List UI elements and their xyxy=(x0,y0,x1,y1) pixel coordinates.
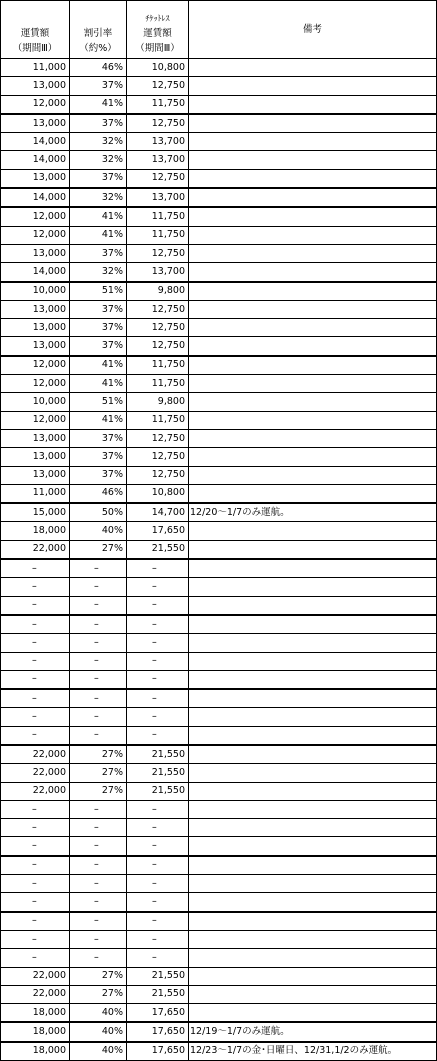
fare-cell: 10,000 xyxy=(1,282,70,301)
ticketless-fare-cell: – xyxy=(127,615,189,634)
remarks-cell xyxy=(189,393,437,411)
discount-rate-cell: 37% xyxy=(70,169,127,188)
discount-rate-cell: 46% xyxy=(70,484,127,503)
fare-cell: 18,000 xyxy=(1,522,70,540)
ticketless-fare-cell: – xyxy=(127,949,189,967)
ticketless-fare-cell: 21,550 xyxy=(127,540,189,559)
table-row xyxy=(1,652,437,670)
ticketless-fare-cell: 21,550 xyxy=(127,967,189,985)
fare-cell: – xyxy=(1,578,70,596)
discount-rate-cell: 40% xyxy=(70,1022,127,1041)
remarks-cell xyxy=(189,596,437,615)
fare-cell: – xyxy=(1,615,70,634)
ticketless-fare-cell: 11,750 xyxy=(127,95,189,114)
ticketless-fare-cell: 13,700 xyxy=(127,133,189,151)
ticketless-fare-cell: 12,750 xyxy=(127,300,189,318)
header-discount-rate: 割引率 （約%） xyxy=(70,1,127,59)
ticketless-fare-cell: – xyxy=(127,670,189,689)
table-row xyxy=(1,856,437,875)
remarks-cell: 12/23～1/7の金･日曜日、12/31,1/2のみ運航。 xyxy=(189,1042,437,1061)
fare-cell: 18,000 xyxy=(1,1022,70,1041)
header-fare: 運賃額 （期間Ⅲ） xyxy=(1,1,70,59)
ticketless-fare-cell: 21,550 xyxy=(127,745,189,764)
discount-rate-cell: 27% xyxy=(70,967,127,985)
table-row xyxy=(1,726,437,745)
remarks-cell xyxy=(189,429,437,447)
ticketless-fare-cell: 12,750 xyxy=(127,448,189,466)
table-row xyxy=(1,263,437,282)
remarks-cell xyxy=(189,893,437,912)
fare-cell: 18,000 xyxy=(1,1004,70,1023)
ticketless-fare-cell: 21,550 xyxy=(127,985,189,1003)
ticketless-fare-cell: 17,650 xyxy=(127,1022,189,1041)
table-row xyxy=(1,893,437,912)
table-row xyxy=(1,670,437,689)
ticketless-fare-cell: – xyxy=(127,819,189,837)
remarks-cell xyxy=(189,319,437,337)
remarks-cell xyxy=(189,244,437,262)
discount-rate-cell: – xyxy=(70,559,127,578)
table-row xyxy=(1,930,437,948)
remarks-cell xyxy=(189,819,437,837)
discount-rate-cell: 41% xyxy=(70,207,127,226)
table-row xyxy=(1,1022,437,1041)
table-row xyxy=(1,95,437,114)
discount-rate-cell: 40% xyxy=(70,1004,127,1023)
table-body xyxy=(1,59,437,1061)
discount-rate-cell: 37% xyxy=(70,114,127,133)
header-remarks: 備考 xyxy=(189,1,437,59)
ticketless-fare-cell: 17,650 xyxy=(127,1042,189,1061)
fare-cell: 13,000 xyxy=(1,337,70,356)
remarks-cell xyxy=(189,375,437,393)
discount-rate-cell: – xyxy=(70,670,127,689)
discount-rate-cell: 27% xyxy=(70,764,127,782)
ticketless-fare-cell: 11,750 xyxy=(127,356,189,375)
discount-rate-cell: 50% xyxy=(70,503,127,522)
fare-cell: 13,000 xyxy=(1,300,70,318)
fare-cell: 13,000 xyxy=(1,448,70,466)
ticketless-fare-cell: 11,750 xyxy=(127,375,189,393)
table-row xyxy=(1,578,437,596)
ticketless-fare-cell: – xyxy=(127,912,189,931)
discount-rate-cell: 37% xyxy=(70,244,127,262)
table-row xyxy=(1,912,437,931)
remarks-cell xyxy=(189,282,437,301)
discount-rate-cell: 32% xyxy=(70,133,127,151)
remarks-cell xyxy=(189,540,437,559)
fare-cell: 12,000 xyxy=(1,226,70,244)
remarks-cell xyxy=(189,837,437,856)
table-row xyxy=(1,875,437,893)
header-row xyxy=(1,1,437,59)
remarks-cell xyxy=(189,133,437,151)
remarks-cell xyxy=(189,782,437,800)
ticketless-fare-cell: 11,750 xyxy=(127,207,189,226)
discount-rate-cell: 40% xyxy=(70,1042,127,1061)
ticketless-fare-cell: 10,800 xyxy=(127,59,189,77)
fare-cell: 22,000 xyxy=(1,745,70,764)
discount-rate-cell: 27% xyxy=(70,540,127,559)
discount-rate-cell: 37% xyxy=(70,466,127,484)
table-row xyxy=(1,319,437,337)
table-row xyxy=(1,1004,437,1023)
fare-cell: – xyxy=(1,726,70,745)
ticketless-fare-cell: 13,700 xyxy=(127,151,189,169)
ticketless-fare-cell: 9,800 xyxy=(127,282,189,301)
remarks-cell xyxy=(189,263,437,282)
discount-rate-cell: – xyxy=(70,819,127,837)
table-row xyxy=(1,356,437,375)
table-row xyxy=(1,782,437,800)
fare-cell: 14,000 xyxy=(1,133,70,151)
ticketless-fare-cell: 14,700 xyxy=(127,503,189,522)
discount-rate-cell: 41% xyxy=(70,356,127,375)
table-row xyxy=(1,819,437,837)
table-row xyxy=(1,615,437,634)
fare-cell: 22,000 xyxy=(1,985,70,1003)
ticketless-fare-cell: – xyxy=(127,875,189,893)
fare-cell: 13,000 xyxy=(1,466,70,484)
remarks-cell xyxy=(189,207,437,226)
remarks-cell: 12/19～1/7のみ運航。 xyxy=(189,1022,437,1041)
discount-rate-cell: 37% xyxy=(70,300,127,318)
table-row xyxy=(1,77,437,95)
remarks-cell xyxy=(189,1004,437,1023)
table-row xyxy=(1,411,437,429)
table-row xyxy=(1,244,437,262)
remarks-cell xyxy=(189,764,437,782)
ticketless-fare-cell: – xyxy=(127,726,189,745)
fare-cell: 10,000 xyxy=(1,393,70,411)
ticketless-fare-cell: 13,700 xyxy=(127,188,189,207)
ticketless-fare-cell: 12,750 xyxy=(127,319,189,337)
fare-cell: 14,000 xyxy=(1,263,70,282)
remarks-cell xyxy=(189,114,437,133)
fare-cell: – xyxy=(1,837,70,856)
discount-rate-cell: 40% xyxy=(70,522,127,540)
fare-cell: 22,000 xyxy=(1,782,70,800)
remarks-cell xyxy=(189,875,437,893)
fare-cell: 13,000 xyxy=(1,169,70,188)
ticketless-fare-cell: 12,750 xyxy=(127,169,189,188)
table-row xyxy=(1,207,437,226)
fare-cell: 13,000 xyxy=(1,244,70,262)
remarks-cell xyxy=(189,652,437,670)
table-row xyxy=(1,151,437,169)
remarks-cell xyxy=(189,670,437,689)
discount-rate-cell: – xyxy=(70,615,127,634)
discount-rate-cell: 32% xyxy=(70,151,127,169)
discount-rate-cell: – xyxy=(70,837,127,856)
fare-cell: 11,000 xyxy=(1,484,70,503)
table-row xyxy=(1,745,437,764)
ticketless-fare-cell: – xyxy=(127,930,189,948)
table-row xyxy=(1,1042,437,1061)
table-row xyxy=(1,337,437,356)
ticketless-fare-cell: 12,750 xyxy=(127,466,189,484)
discount-rate-cell: – xyxy=(70,578,127,596)
discount-rate-cell: – xyxy=(70,708,127,726)
remarks-cell xyxy=(189,800,437,818)
table-row xyxy=(1,689,437,708)
table-row xyxy=(1,837,437,856)
discount-rate-cell: 37% xyxy=(70,429,127,447)
table-row xyxy=(1,114,437,133)
ticketless-fare-cell: 12,750 xyxy=(127,429,189,447)
table-row xyxy=(1,282,437,301)
ticketless-fare-cell: – xyxy=(127,578,189,596)
discount-rate-cell: 41% xyxy=(70,226,127,244)
remarks-cell: 12/20～1/7のみ運航。 xyxy=(189,503,437,522)
fare-cell: 12,000 xyxy=(1,95,70,114)
table-row xyxy=(1,634,437,652)
remarks-cell xyxy=(189,169,437,188)
remarks-cell xyxy=(189,59,437,77)
ticketless-fare-cell: – xyxy=(127,596,189,615)
ticketless-fare-cell: 12,750 xyxy=(127,77,189,95)
remarks-cell xyxy=(189,300,437,318)
fare-cell: 13,000 xyxy=(1,114,70,133)
fare-cell: 22,000 xyxy=(1,764,70,782)
discount-rate-cell: – xyxy=(70,596,127,615)
fare-cell: 13,000 xyxy=(1,77,70,95)
discount-rate-cell: – xyxy=(70,726,127,745)
table-row xyxy=(1,429,437,447)
table-row xyxy=(1,466,437,484)
remarks-cell xyxy=(189,356,437,375)
fare-cell: 15,000 xyxy=(1,503,70,522)
table-row xyxy=(1,764,437,782)
discount-rate-cell: – xyxy=(70,912,127,931)
table-row xyxy=(1,169,437,188)
discount-rate-cell: 46% xyxy=(70,59,127,77)
table-row xyxy=(1,133,437,151)
discount-rate-cell: 27% xyxy=(70,985,127,1003)
fare-cell: 13,000 xyxy=(1,429,70,447)
remarks-cell xyxy=(189,95,437,114)
discount-rate-cell: 27% xyxy=(70,745,127,764)
discount-rate-cell: – xyxy=(70,949,127,967)
table-row xyxy=(1,967,437,985)
fare-cell: – xyxy=(1,634,70,652)
remarks-cell xyxy=(189,726,437,745)
table-row xyxy=(1,559,437,578)
table-row xyxy=(1,188,437,207)
fare-cell: 11,000 xyxy=(1,59,70,77)
fare-cell: – xyxy=(1,670,70,689)
fare-cell: 13,000 xyxy=(1,319,70,337)
ticketless-fare-cell: 12,750 xyxy=(127,244,189,262)
table-row xyxy=(1,375,437,393)
discount-rate-cell: 41% xyxy=(70,95,127,114)
ticketless-fare-cell: – xyxy=(127,856,189,875)
discount-rate-cell: – xyxy=(70,893,127,912)
ticketless-fare-cell: – xyxy=(127,800,189,818)
remarks-cell xyxy=(189,484,437,503)
fare-cell: 14,000 xyxy=(1,188,70,207)
ticketless-fare-cell: – xyxy=(127,708,189,726)
discount-rate-cell: 32% xyxy=(70,188,127,207)
fare-cell: – xyxy=(1,559,70,578)
table-row xyxy=(1,708,437,726)
fare-cell: – xyxy=(1,930,70,948)
table-row xyxy=(1,985,437,1003)
remarks-cell xyxy=(189,967,437,985)
ticketless-fare-cell: – xyxy=(127,837,189,856)
discount-rate-cell: 37% xyxy=(70,448,127,466)
remarks-cell xyxy=(189,151,437,169)
ticketless-fare-cell: – xyxy=(127,559,189,578)
fare-cell: 12,000 xyxy=(1,411,70,429)
ticketless-fare-cell: 12,750 xyxy=(127,114,189,133)
ticketless-fare-cell: 21,550 xyxy=(127,764,189,782)
remarks-cell xyxy=(189,689,437,708)
ticketless-fare-cell: 17,650 xyxy=(127,522,189,540)
ticketless-fare-cell: 11,750 xyxy=(127,411,189,429)
discount-rate-cell: – xyxy=(70,652,127,670)
fare-cell: – xyxy=(1,819,70,837)
remarks-cell xyxy=(189,985,437,1003)
remarks-cell xyxy=(189,615,437,634)
discount-rate-cell: 27% xyxy=(70,782,127,800)
remarks-cell xyxy=(189,226,437,244)
remarks-cell xyxy=(189,708,437,726)
discount-rate-cell: 32% xyxy=(70,263,127,282)
fare-cell: 22,000 xyxy=(1,540,70,559)
remarks-cell xyxy=(189,559,437,578)
ticketless-fare-cell: – xyxy=(127,652,189,670)
discount-rate-cell: – xyxy=(70,689,127,708)
table-row xyxy=(1,540,437,559)
discount-rate-cell: 41% xyxy=(70,375,127,393)
discount-rate-cell: – xyxy=(70,930,127,948)
discount-rate-cell: – xyxy=(70,634,127,652)
remarks-cell xyxy=(189,578,437,596)
ticketless-fare-cell: 12,750 xyxy=(127,337,189,356)
remarks-cell xyxy=(189,856,437,875)
ticketless-fare-cell: 13,700 xyxy=(127,263,189,282)
remarks-cell xyxy=(189,634,437,652)
discount-rate-cell: 37% xyxy=(70,337,127,356)
fare-cell: 12,000 xyxy=(1,207,70,226)
remarks-cell xyxy=(189,745,437,764)
table-row xyxy=(1,226,437,244)
remarks-cell xyxy=(189,466,437,484)
fare-cell: 12,000 xyxy=(1,356,70,375)
fare-cell: 12,000 xyxy=(1,375,70,393)
remarks-cell xyxy=(189,949,437,967)
discount-rate-cell: 51% xyxy=(70,393,127,411)
ticketless-fare-cell: – xyxy=(127,689,189,708)
fare-cell: – xyxy=(1,689,70,708)
discount-rate-cell: – xyxy=(70,856,127,875)
fare-cell: – xyxy=(1,912,70,931)
fare-cell: – xyxy=(1,856,70,875)
remarks-cell xyxy=(189,930,437,948)
fare-cell: 22,000 xyxy=(1,967,70,985)
ticketless-fare-cell: 10,800 xyxy=(127,484,189,503)
table-row xyxy=(1,300,437,318)
fare-cell: – xyxy=(1,596,70,615)
table-row xyxy=(1,59,437,77)
ticketless-fare-cell: 17,650 xyxy=(127,1004,189,1023)
header-ticketless-fare: ﾁｹｯﾄﾚｽ 運賃額 （期間Ⅲ） xyxy=(127,1,189,59)
remarks-cell xyxy=(189,77,437,95)
fare-cell: – xyxy=(1,875,70,893)
fare-cell: – xyxy=(1,893,70,912)
table-row xyxy=(1,448,437,466)
remarks-cell xyxy=(189,448,437,466)
remarks-cell xyxy=(189,337,437,356)
ticketless-fare-cell: 11,750 xyxy=(127,226,189,244)
table-row xyxy=(1,800,437,818)
ticketless-fare-cell: – xyxy=(127,634,189,652)
table-row xyxy=(1,522,437,540)
fare-cell: 18,000 xyxy=(1,1042,70,1061)
ticketless-fare-cell: 21,550 xyxy=(127,782,189,800)
table-row xyxy=(1,596,437,615)
ticketless-fare-cell: 9,800 xyxy=(127,393,189,411)
discount-rate-cell: – xyxy=(70,875,127,893)
remarks-cell xyxy=(189,912,437,931)
discount-rate-cell: 37% xyxy=(70,77,127,95)
table-row xyxy=(1,393,437,411)
table-row xyxy=(1,503,437,522)
fare-cell: – xyxy=(1,708,70,726)
remarks-cell xyxy=(189,411,437,429)
table-row xyxy=(1,484,437,503)
remarks-cell xyxy=(189,522,437,540)
table-row xyxy=(1,949,437,967)
discount-rate-cell: 37% xyxy=(70,319,127,337)
fare-cell: – xyxy=(1,949,70,967)
remarks-cell xyxy=(189,188,437,207)
discount-rate-cell: 51% xyxy=(70,282,127,301)
fare-cell: – xyxy=(1,800,70,818)
fare-cell: – xyxy=(1,652,70,670)
discount-rate-cell: 41% xyxy=(70,411,127,429)
fare-cell: 14,000 xyxy=(1,151,70,169)
discount-rate-cell: – xyxy=(70,800,127,818)
ticketless-fare-cell: – xyxy=(127,893,189,912)
